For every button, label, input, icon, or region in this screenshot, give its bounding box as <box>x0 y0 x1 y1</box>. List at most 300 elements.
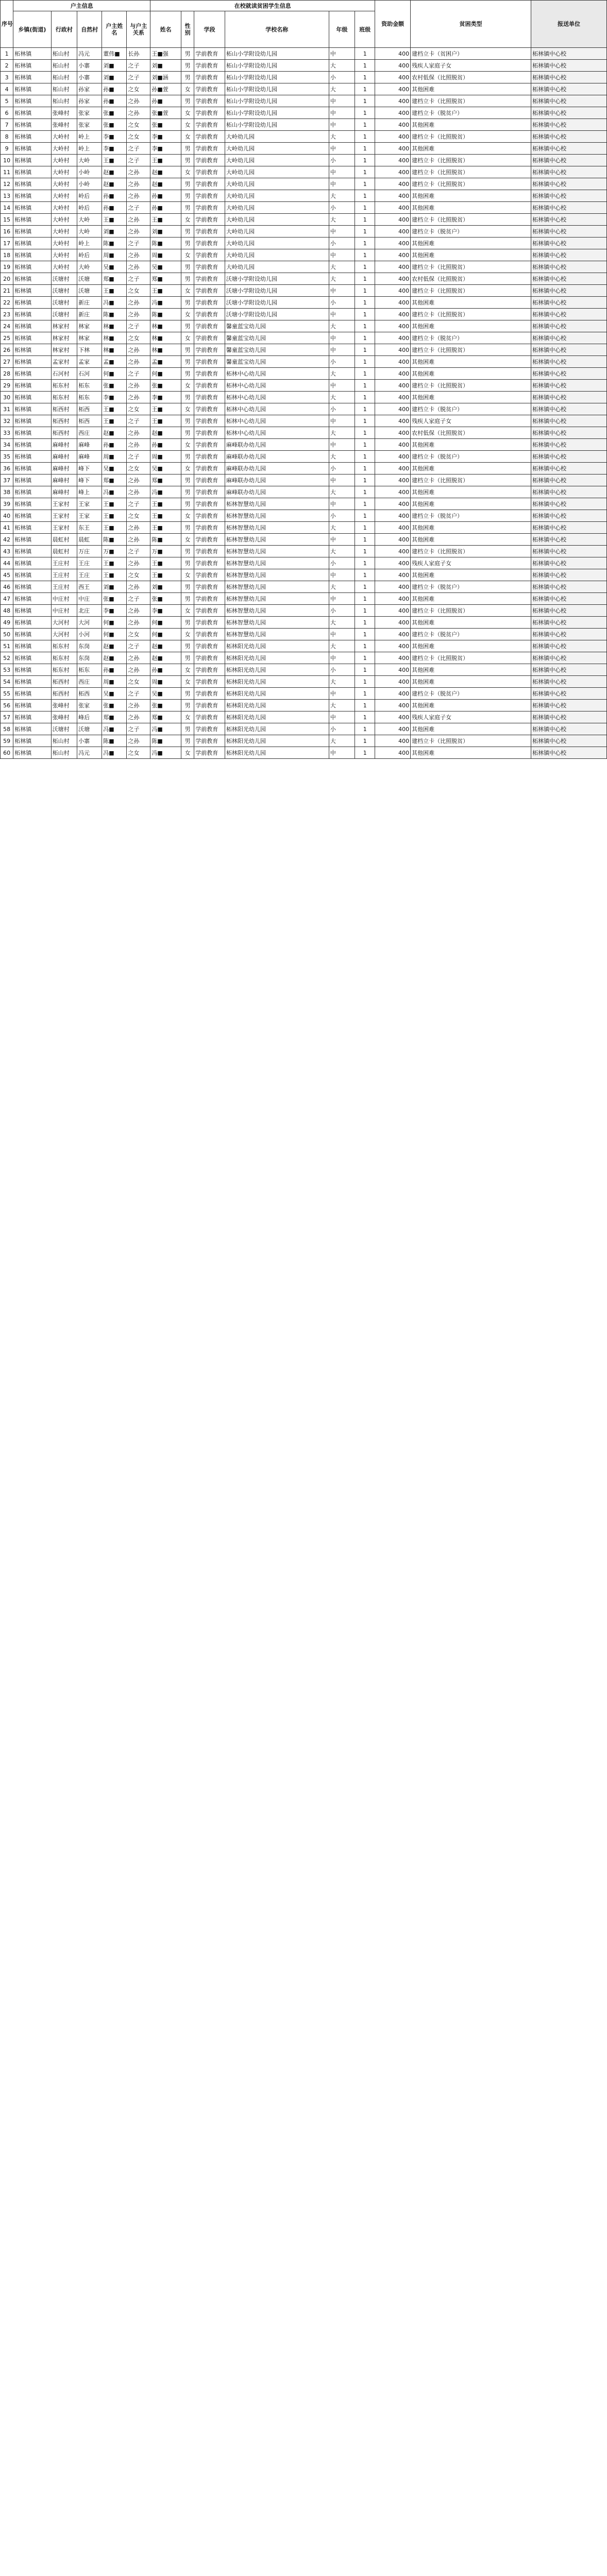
cell-unit: 柘林镇中心校 <box>531 557 607 569</box>
cell-unit: 柘林镇中心校 <box>531 593 607 605</box>
cell-stage: 学前教育 <box>194 439 225 451</box>
cell-stage: 学前教育 <box>194 510 225 522</box>
cell-semester: 1 <box>355 747 375 759</box>
cell-grade: 大 <box>329 735 355 747</box>
cell-semester: 1 <box>355 474 375 486</box>
cell-school: 沃塘小学附设幼儿园 <box>225 309 329 320</box>
cell-relation: 之子 <box>127 546 150 557</box>
cell-stage: 学前教育 <box>194 309 225 320</box>
cell-name: 何■ <box>150 617 181 629</box>
cell-township: 柘林镇 <box>13 629 51 640</box>
table-row <box>1 711 607 723</box>
cell-school: 麻峰联办幼儿园 <box>225 463 329 474</box>
cell-householder: 张■ <box>102 107 127 119</box>
cell-natural-village: 柘西 <box>77 415 102 427</box>
cell-semester: 1 <box>355 83 375 95</box>
cell-grade: 小 <box>329 605 355 617</box>
cell-village: 大岭村 <box>51 155 77 166</box>
table-row <box>1 226 607 238</box>
cell-school: 大岭幼儿园 <box>225 143 329 155</box>
cell-type: 其他困难 <box>411 297 531 309</box>
cell-grade: 中 <box>329 652 355 664</box>
table-row <box>1 238 607 249</box>
cell-amount: 400 <box>375 344 411 356</box>
cell-township: 柘林镇 <box>13 320 51 332</box>
cell-grade: 中 <box>329 415 355 427</box>
cell-amount: 400 <box>375 581 411 593</box>
cell-type: 其他困难 <box>411 676 531 688</box>
cell-grade: 中 <box>329 498 355 510</box>
cell-village: 柘山村 <box>51 747 77 759</box>
cell-stage: 学前教育 <box>194 463 225 474</box>
cell-name: 周■ <box>150 451 181 463</box>
table-row <box>1 617 607 629</box>
cell-grade: 中 <box>329 226 355 238</box>
cell-natural-village: 小岭 <box>77 166 102 178</box>
cell-grade: 中 <box>329 309 355 320</box>
cell-type: 其他困难 <box>411 439 531 451</box>
cell-school: 大岭幼儿园 <box>225 214 329 226</box>
table-row <box>1 735 607 747</box>
cell-township: 柘林镇 <box>13 711 51 723</box>
cell-village: 林家村 <box>51 320 77 332</box>
cell-amount: 400 <box>375 534 411 546</box>
cell-grade: 中 <box>329 629 355 640</box>
cell-householder: 陈■ <box>102 534 127 546</box>
cell-school: 沃塘小学附设幼儿园 <box>225 285 329 297</box>
cell-relation: 之女 <box>127 131 150 143</box>
cell-semester: 1 <box>355 711 375 723</box>
cell-amount: 400 <box>375 202 411 214</box>
cell-unit: 柘林镇中心校 <box>531 155 607 166</box>
cell-gender: 男 <box>181 273 194 285</box>
cell-semester: 1 <box>355 640 375 652</box>
cell-name: 王■ <box>150 510 181 522</box>
cell-name: 孟■ <box>150 356 181 368</box>
cell-township: 柘林镇 <box>13 569 51 581</box>
cell-unit: 柘林镇中心校 <box>531 72 607 83</box>
table-row <box>1 95 607 107</box>
cell-natural-village: 柘东 <box>77 664 102 676</box>
cell-index: 58 <box>1 723 13 735</box>
cell-type: 其他困难 <box>411 747 531 759</box>
cell-village: 沃塘村 <box>51 297 77 309</box>
cell-name: 李■ <box>150 605 181 617</box>
cell-grade: 大 <box>329 451 355 463</box>
cell-unit: 柘林镇中心校 <box>531 131 607 143</box>
cell-type: 农村低保（比照脱贫） <box>411 427 531 439</box>
cell-unit: 柘林镇中心校 <box>531 226 607 238</box>
cell-gender: 男 <box>181 368 194 380</box>
cell-stage: 学前教育 <box>194 261 225 273</box>
cell-householder: 林■ <box>102 320 127 332</box>
cell-grade: 中 <box>329 569 355 581</box>
cell-type: 建档立卡（脱贫户） <box>411 226 531 238</box>
cell-semester: 1 <box>355 332 375 344</box>
cell-gender: 男 <box>181 143 194 155</box>
cell-semester: 1 <box>355 403 375 415</box>
cell-amount: 400 <box>375 569 411 581</box>
cell-stage: 学前教育 <box>194 285 225 297</box>
cell-semester: 1 <box>355 723 375 735</box>
cell-index: 40 <box>1 510 13 522</box>
cell-school: 柘山小学附设幼儿园 <box>225 72 329 83</box>
table-row <box>1 214 607 226</box>
cell-unit: 柘林镇中心校 <box>531 747 607 759</box>
cell-relation: 之孙 <box>127 107 150 119</box>
cell-householder: 李■ <box>102 392 127 403</box>
cell-type: 建档立卡（比照脱贫） <box>411 214 531 226</box>
cell-type: 建档立卡（比照脱贫） <box>411 178 531 190</box>
cell-gender: 男 <box>181 415 194 427</box>
cell-village: 王家村 <box>51 498 77 510</box>
cell-school: 柘林阳光幼儿园 <box>225 747 329 759</box>
cell-township: 柘林镇 <box>13 297 51 309</box>
cell-amount: 400 <box>375 415 411 427</box>
cell-school: 柘林智慧幼儿园 <box>225 546 329 557</box>
cell-gender: 女 <box>181 569 194 581</box>
cell-stage: 学前教育 <box>194 557 225 569</box>
cell-relation: 之女 <box>127 119 150 131</box>
table-row <box>1 107 607 119</box>
cell-index: 39 <box>1 498 13 510</box>
cell-index: 13 <box>1 190 13 202</box>
cell-type: 残疾人家庭子女 <box>411 60 531 72</box>
table-row <box>1 332 607 344</box>
cell-type: 其他困难 <box>411 249 531 261</box>
cell-natural-village: 岭上 <box>77 238 102 249</box>
cell-school: 柘林阳光幼儿园 <box>225 676 329 688</box>
cell-stage: 学前教育 <box>194 332 225 344</box>
cell-relation: 之孙 <box>127 664 150 676</box>
table-row <box>1 534 607 546</box>
cell-relation: 之孙 <box>127 735 150 747</box>
cell-school: 柘林智慧幼儿园 <box>225 522 329 534</box>
cell-natural-village: 岭后 <box>77 190 102 202</box>
cell-gender: 男 <box>181 474 194 486</box>
cell-grade: 大 <box>329 617 355 629</box>
cell-stage: 学前教育 <box>194 190 225 202</box>
cell-amount: 400 <box>375 664 411 676</box>
cell-township: 柘林镇 <box>13 107 51 119</box>
cell-gender: 女 <box>181 285 194 297</box>
cell-index: 2 <box>1 60 13 72</box>
cell-village: 大岭村 <box>51 249 77 261</box>
cell-grade: 大 <box>329 261 355 273</box>
cell-type: 其他困难 <box>411 486 531 498</box>
cell-householder: 周■ <box>102 451 127 463</box>
cell-relation: 之孙 <box>127 700 150 711</box>
cell-township: 柘林镇 <box>13 534 51 546</box>
cell-gender: 男 <box>181 261 194 273</box>
cell-township: 柘林镇 <box>13 392 51 403</box>
col-index-header: 序号 <box>1 1 13 48</box>
cell-semester: 1 <box>355 546 375 557</box>
cell-type: 建档立卡（比照脱贫） <box>411 605 531 617</box>
table-row <box>1 569 607 581</box>
cell-type: 其他困难 <box>411 723 531 735</box>
cell-semester: 1 <box>355 143 375 155</box>
cell-relation: 之孙 <box>127 427 150 439</box>
cell-relation: 之子 <box>127 155 150 166</box>
cell-index: 4 <box>1 83 13 95</box>
cell-school: 沃塘小学附设幼儿园 <box>225 273 329 285</box>
cell-natural-village: 峰下 <box>77 474 102 486</box>
cell-stage: 学前教育 <box>194 593 225 605</box>
cell-name: 王■ <box>150 403 181 415</box>
cell-school: 柘林阳光幼儿园 <box>225 664 329 676</box>
cell-natural-village: 下林 <box>77 344 102 356</box>
cell-relation: 之女 <box>127 403 150 415</box>
cell-stage: 学前教育 <box>194 415 225 427</box>
cell-name: 刘■ <box>150 226 181 238</box>
cell-school: 柘林阳光幼儿园 <box>225 652 329 664</box>
cell-grade: 大 <box>329 214 355 226</box>
cell-unit: 柘林镇中心校 <box>531 510 607 522</box>
cell-index: 55 <box>1 688 13 700</box>
cell-householder: 董伟■ <box>102 48 127 60</box>
cell-village: 麻峰村 <box>51 439 77 451</box>
cell-amount: 400 <box>375 451 411 463</box>
cell-unit: 柘林镇中心校 <box>531 320 607 332</box>
table-row <box>1 747 607 759</box>
cell-gender: 男 <box>181 356 194 368</box>
cell-stage: 学前教育 <box>194 107 225 119</box>
cell-name: 郑■ <box>150 711 181 723</box>
cell-householder: 赵■ <box>102 640 127 652</box>
cell-name: 陈■ <box>150 534 181 546</box>
cell-relation: 之孙 <box>127 190 150 202</box>
cell-name: 孙■ <box>150 190 181 202</box>
table-row <box>1 83 607 95</box>
cell-amount: 400 <box>375 72 411 83</box>
cell-index: 44 <box>1 557 13 569</box>
cell-amount: 400 <box>375 320 411 332</box>
col-amount-header: 资助金额 <box>375 1 411 48</box>
table-row <box>1 629 607 640</box>
cell-school: 柘林中心幼儿园 <box>225 403 329 415</box>
cell-householder: 郑■ <box>102 273 127 285</box>
cell-gender: 女 <box>181 676 194 688</box>
cell-name: 陈■ <box>150 735 181 747</box>
cell-amount: 400 <box>375 131 411 143</box>
cell-unit: 柘林镇中心校 <box>531 178 607 190</box>
cell-semester: 1 <box>355 368 375 380</box>
cell-index: 51 <box>1 640 13 652</box>
cell-school: 柘山小学附设幼儿园 <box>225 48 329 60</box>
cell-unit: 柘林镇中心校 <box>531 392 607 403</box>
cell-village: 大岭村 <box>51 261 77 273</box>
cell-amount: 400 <box>375 155 411 166</box>
cell-householder: 刘■ <box>102 581 127 593</box>
cell-unit: 柘林镇中心校 <box>531 652 607 664</box>
cell-village: 麻峰村 <box>51 474 77 486</box>
cell-natural-village: 小寨 <box>77 60 102 72</box>
cell-village: 大岭村 <box>51 178 77 190</box>
cell-unit: 柘林镇中心校 <box>531 581 607 593</box>
cell-householder: 何■ <box>102 368 127 380</box>
cell-village: 王庄村 <box>51 557 77 569</box>
cell-name: 陈■ <box>150 238 181 249</box>
cell-gender: 男 <box>181 344 194 356</box>
table-row <box>1 474 607 486</box>
cell-natural-village: 新庄 <box>77 309 102 320</box>
cell-index: 52 <box>1 652 13 664</box>
cell-name: 林■ <box>150 332 181 344</box>
cell-gender: 女 <box>181 214 194 226</box>
cell-township: 柘林镇 <box>13 178 51 190</box>
cell-index: 18 <box>1 249 13 261</box>
cell-school: 麻峰联办幼儿园 <box>225 439 329 451</box>
cell-gender: 女 <box>181 629 194 640</box>
cell-type: 其他困难 <box>411 522 531 534</box>
cell-stage: 学前教育 <box>194 131 225 143</box>
cell-name: 周■ <box>150 249 181 261</box>
cell-grade: 中 <box>329 380 355 392</box>
table-row <box>1 297 607 309</box>
cell-village: 张峰村 <box>51 700 77 711</box>
cell-school: 柘林智慧幼儿园 <box>225 557 329 569</box>
cell-index: 25 <box>1 332 13 344</box>
cell-name: 孙■萱 <box>150 83 181 95</box>
cell-stage: 学前教育 <box>194 688 225 700</box>
cell-householder: 孙■ <box>102 95 127 107</box>
cell-grade: 大 <box>329 427 355 439</box>
cell-amount: 400 <box>375 60 411 72</box>
cell-type: 其他困难 <box>411 700 531 711</box>
cell-village: 柘东村 <box>51 392 77 403</box>
cell-unit: 柘林镇中心校 <box>531 723 607 735</box>
cell-township: 柘林镇 <box>13 581 51 593</box>
cell-name: 孙■ <box>150 439 181 451</box>
cell-householder: 王■ <box>102 403 127 415</box>
cell-township: 柘林镇 <box>13 451 51 463</box>
student-group-header: 在校就读贫困学生信息 <box>150 1 375 11</box>
cell-index: 49 <box>1 617 13 629</box>
cell-stage: 学前教育 <box>194 711 225 723</box>
cell-name: 孙■ <box>150 95 181 107</box>
cell-name: 张■ <box>150 119 181 131</box>
cell-householder: 刘■ <box>102 72 127 83</box>
cell-village: 柘山村 <box>51 72 77 83</box>
cell-relation: 之子 <box>127 320 150 332</box>
cell-relation: 之女 <box>127 747 150 759</box>
cell-type: 其他困难 <box>411 356 531 368</box>
cell-natural-village: 岭后 <box>77 202 102 214</box>
cell-name: 李■ <box>150 392 181 403</box>
cell-index: 19 <box>1 261 13 273</box>
cell-relation: 之女 <box>127 83 150 95</box>
cell-householder: 王■ <box>102 522 127 534</box>
cell-unit: 柘林镇中心校 <box>531 380 607 392</box>
cell-unit: 柘林镇中心校 <box>531 605 607 617</box>
cell-name: 王■ <box>150 285 181 297</box>
cell-semester: 1 <box>355 415 375 427</box>
cell-stage: 学前教育 <box>194 640 225 652</box>
cell-relation: 之子 <box>127 640 150 652</box>
table-row <box>1 498 607 510</box>
cell-type: 建档立卡（比照脱贫） <box>411 344 531 356</box>
cell-grade: 小 <box>329 403 355 415</box>
cell-grade: 中 <box>329 119 355 131</box>
cell-village: 大岭村 <box>51 202 77 214</box>
cell-householder: 郑■ <box>102 474 127 486</box>
cell-relation: 之女 <box>127 463 150 474</box>
cell-gender: 男 <box>181 190 194 202</box>
cell-grade: 大 <box>329 190 355 202</box>
table-row <box>1 463 607 474</box>
cell-name: 王■强 <box>150 48 181 60</box>
cell-gender: 女 <box>181 83 194 95</box>
cell-semester: 1 <box>355 238 375 249</box>
table-row <box>1 700 607 711</box>
cell-school: 大岭幼儿园 <box>225 202 329 214</box>
cell-amount: 400 <box>375 83 411 95</box>
cell-relation: 之孙 <box>127 226 150 238</box>
cell-relation: 之子 <box>127 451 150 463</box>
cell-village: 林家村 <box>51 332 77 344</box>
cell-stage: 学前教育 <box>194 534 225 546</box>
cell-natural-village: 张家 <box>77 119 102 131</box>
cell-type: 残疾人家庭子女 <box>411 415 531 427</box>
cell-index: 36 <box>1 463 13 474</box>
cell-stage: 学前教育 <box>194 617 225 629</box>
table-row <box>1 155 607 166</box>
cell-name: 王■ <box>150 557 181 569</box>
cell-village: 大岭村 <box>51 166 77 178</box>
cell-householder: 张■ <box>102 380 127 392</box>
cell-index: 34 <box>1 439 13 451</box>
cell-amount: 400 <box>375 190 411 202</box>
cell-amount: 400 <box>375 640 411 652</box>
cell-school: 柘林智慧幼儿园 <box>225 593 329 605</box>
cell-name: 刘■ <box>150 60 181 72</box>
cell-unit: 柘林镇中心校 <box>531 546 607 557</box>
cell-unit: 柘林镇中心校 <box>531 249 607 261</box>
cell-township: 柘林镇 <box>13 510 51 522</box>
cell-householder: 孙■ <box>102 83 127 95</box>
table-row <box>1 557 607 569</box>
cell-stage: 学前教育 <box>194 664 225 676</box>
cell-stage: 学前教育 <box>194 723 225 735</box>
cell-township: 柘林镇 <box>13 380 51 392</box>
cell-village: 大岭村 <box>51 214 77 226</box>
cell-type: 建档立卡（比照脱贫） <box>411 735 531 747</box>
cell-unit: 柘林镇中心校 <box>531 202 607 214</box>
cell-name: 王■ <box>150 498 181 510</box>
cell-school: 柘林中心幼儿园 <box>225 392 329 403</box>
cell-semester: 1 <box>355 510 375 522</box>
cell-index: 5 <box>1 95 13 107</box>
cell-village: 张峰村 <box>51 711 77 723</box>
cell-grade: 大 <box>329 83 355 95</box>
cell-school: 麻峰联办幼儿园 <box>225 451 329 463</box>
cell-index: 12 <box>1 178 13 190</box>
cell-amount: 400 <box>375 249 411 261</box>
cell-type: 建档立卡（比照脱贫） <box>411 309 531 320</box>
cell-school: 柘林中心幼儿园 <box>225 415 329 427</box>
cell-name: 赵■ <box>150 166 181 178</box>
cell-stage: 学前教育 <box>194 95 225 107</box>
cell-natural-village: 石河 <box>77 368 102 380</box>
cell-gender: 男 <box>181 581 194 593</box>
cell-householder: 赵■ <box>102 652 127 664</box>
cell-township: 柘林镇 <box>13 747 51 759</box>
cell-village: 柘东村 <box>51 640 77 652</box>
cell-relation: 之孙 <box>127 249 150 261</box>
cell-grade: 小 <box>329 202 355 214</box>
cell-grade: 中 <box>329 143 355 155</box>
